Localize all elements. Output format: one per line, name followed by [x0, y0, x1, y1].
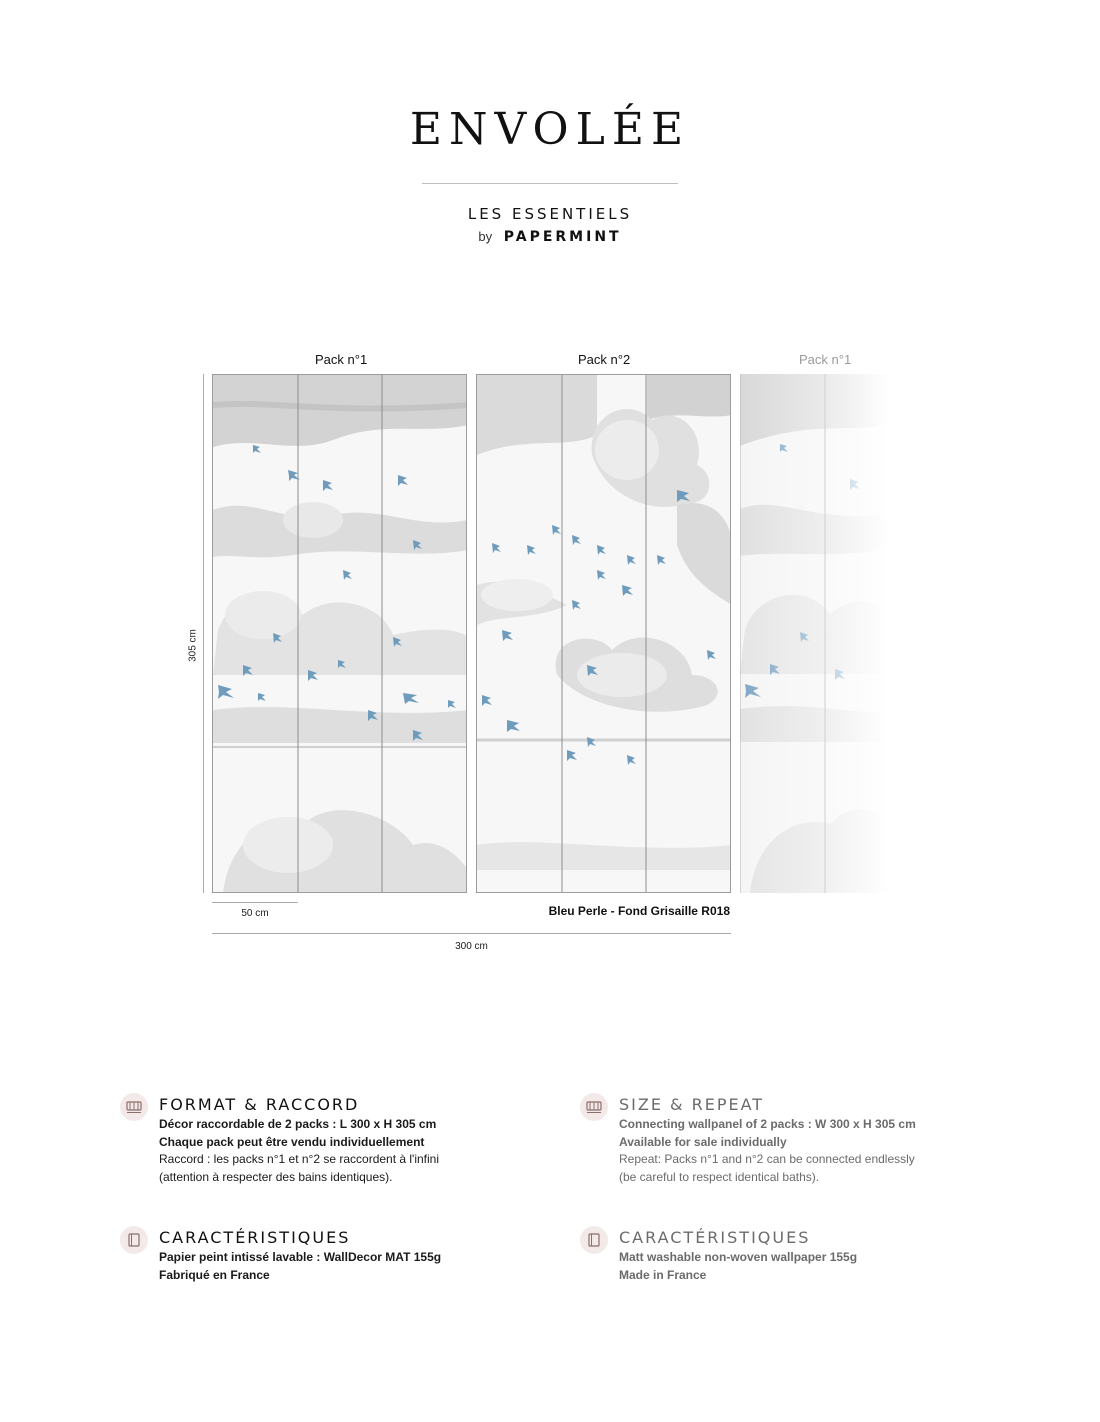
size-line-3: Repeat: Packs n°1 and n°2 can be connected endlessly — [619, 1152, 915, 1166]
specs-en-heading: CARACTÉRISTIQUES — [619, 1228, 811, 1247]
brand-line — [0, 229, 1100, 245]
specs-fr-line-1: Papier peint intissé lavable : WallDecor MAT 155g — [159, 1250, 442, 1264]
size-line-4: (be careful to respect identical baths). — [619, 1169, 820, 1184]
pack-label-1: Pack n°1 — [315, 352, 368, 367]
specs-fr-line-2: Fabriqué en France — [159, 1267, 270, 1282]
height-dimension-label: 305 cm — [187, 629, 199, 662]
size-repeat-section — [580, 1093, 1020, 1193]
format-line-1: Décor raccordable de 2 packs : L 300 x H 305 cm — [159, 1117, 437, 1131]
size-line-1: Connecting wallpanel of 2 packs : W 300 x H 305 cm — [619, 1117, 916, 1131]
strip-width-label: 50 cm — [241, 908, 269, 919]
total-width-line — [212, 933, 731, 934]
format-line-3: Raccord : les packs n°1 et n°2 se raccordent à l'infini — [159, 1152, 440, 1166]
pack-1-repeat-panel — [740, 374, 890, 893]
wallpaper-book-icon — [120, 1226, 148, 1254]
pack-1-repeat-illustration — [740, 374, 890, 893]
wallpaper-book-icon — [580, 1226, 608, 1254]
height-dimension-line — [203, 374, 204, 893]
format-details — [159, 1116, 439, 1186]
wallpaper-roll-icon — [580, 1093, 608, 1121]
title-divider — [422, 183, 678, 184]
pack-label-1-repeat: Pack n°1 — [799, 352, 852, 367]
pack-label-2: Pack n°2 — [578, 352, 631, 367]
pack-1-panel — [212, 374, 467, 893]
format-line-2: Chaque pack peut être vendu individuellement — [159, 1134, 425, 1149]
strip-width-line — [212, 902, 298, 903]
caracteristiques-en-section — [580, 1226, 1020, 1296]
pack-1-illustration — [213, 375, 467, 893]
colorway-label: Bleu Perle - Fond Grisaille R018 — [548, 904, 730, 918]
specs-en-line-2: Made in France — [619, 1267, 707, 1282]
specs-fr-heading: CARACTÉRISTIQUES — [159, 1228, 351, 1247]
format-heading: FORMAT & RACCORD — [159, 1095, 360, 1114]
wallpaper-roll-icon — [120, 1093, 148, 1121]
caracteristiques-fr-section — [120, 1226, 560, 1296]
specs-fr-details — [159, 1249, 441, 1284]
specs-en-details — [619, 1249, 857, 1284]
size-repeat-heading: SIZE & REPEAT — [619, 1095, 765, 1114]
total-width-label: 300 cm — [455, 941, 488, 952]
collection-name: LES ESSENTIELS — [467, 205, 633, 223]
specs-en-line-1: Matt washable non-woven wallpaper 155g — [619, 1250, 858, 1264]
pack-2-illustration — [477, 375, 731, 893]
pack-2-panel — [476, 374, 731, 893]
format-line-4: (attention à respecter des bains identiques). — [159, 1169, 393, 1184]
product-title: ENVOLÉE — [409, 104, 691, 155]
brand-logo: PAPERMINT — [503, 229, 622, 245]
size-repeat-details — [619, 1116, 916, 1186]
format-raccord-section — [120, 1093, 560, 1193]
size-line-2: Available for sale individually — [619, 1134, 787, 1149]
by-label: by — [478, 229, 493, 244]
